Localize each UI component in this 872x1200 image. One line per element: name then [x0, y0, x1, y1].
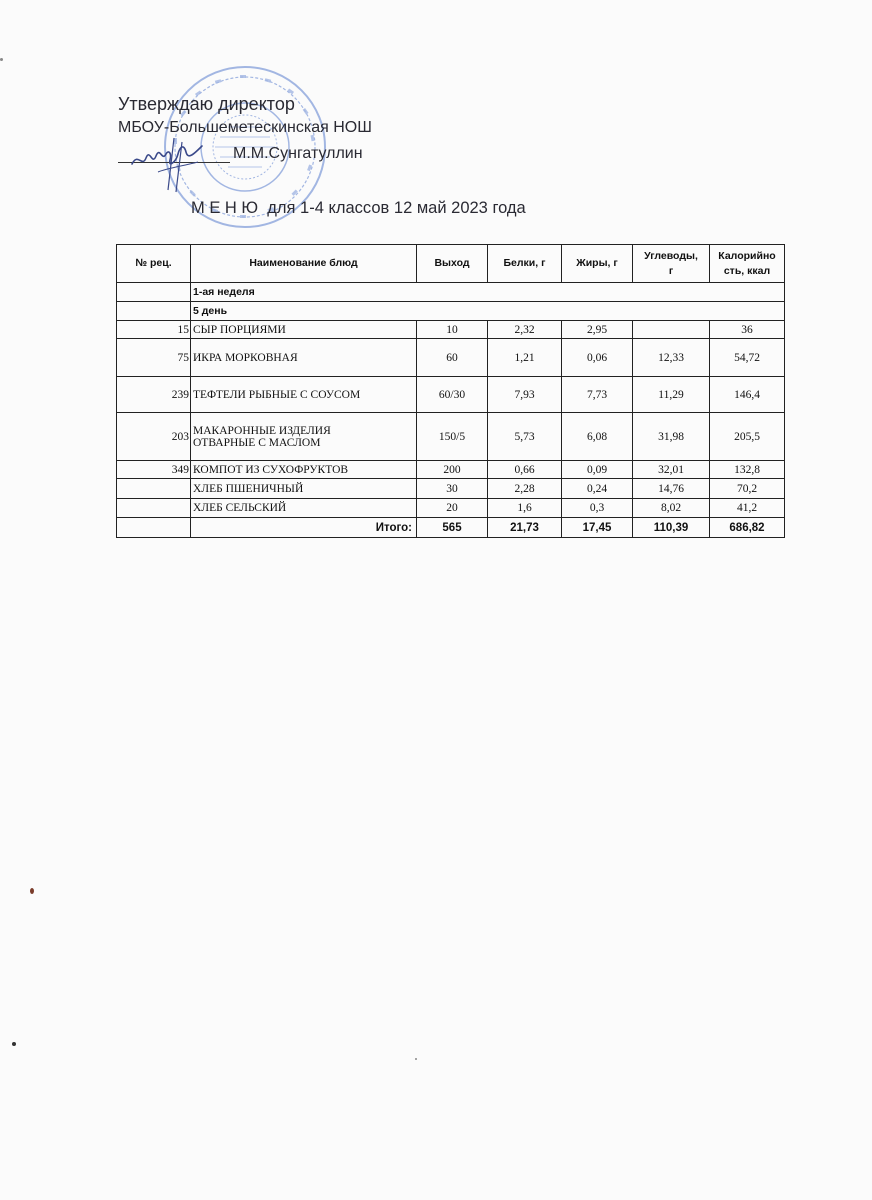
recipe-number: 239	[117, 377, 191, 413]
dish-name: ИКРА МОРКОВНАЯ	[191, 339, 417, 377]
col-header-kcal	[710, 245, 785, 283]
dish-name: КОМПОТ ИЗ СУХОФРУКТОВ	[191, 461, 417, 479]
kcal-value: 132,8	[710, 461, 785, 479]
total-output: 565	[417, 518, 488, 538]
fat-value: 0,09	[562, 461, 633, 479]
carbs-value: 31,98	[633, 413, 710, 461]
menu-title-word: М Е Н Ю	[191, 199, 259, 217]
kcal-value: 36	[710, 321, 785, 339]
fat-value: 0,06	[562, 339, 633, 377]
protein-value: 0,66	[488, 461, 562, 479]
recipe-number	[117, 499, 191, 518]
table-row	[117, 461, 785, 479]
dish-name: ХЛЕБ СЕЛЬСКИЙ	[191, 499, 417, 518]
day-label: 5 день	[191, 302, 785, 321]
fat-value: 0,3	[562, 499, 633, 518]
kcal-value: 146,4	[710, 377, 785, 413]
output-value: 150/5	[417, 413, 488, 461]
recipe-number: 203	[117, 413, 191, 461]
day-row	[117, 302, 785, 321]
table-row	[117, 479, 785, 499]
col-header-recipe: № рец.	[117, 245, 191, 283]
total-kcal: 686,82	[710, 518, 785, 538]
carbs-value: 14,76	[633, 479, 710, 499]
total-row	[117, 518, 785, 538]
carbs-value: 8,02	[633, 499, 710, 518]
output-value: 10	[417, 321, 488, 339]
col-header-kcal-line1: Калорийно	[718, 249, 776, 262]
signature-icon	[128, 132, 208, 194]
protein-value: 7,93	[488, 377, 562, 413]
protein-value: 1,6	[488, 499, 562, 518]
col-header-protein: Белки, г	[488, 245, 562, 283]
output-value: 200	[417, 461, 488, 479]
protein-value: 2,28	[488, 479, 562, 499]
dish-name: СЫР ПОРЦИЯМИ	[191, 321, 417, 339]
fat-value: 0,24	[562, 479, 633, 499]
col-header-carbs	[633, 245, 710, 283]
carbs-value: 12,33	[633, 339, 710, 377]
table-row	[117, 413, 785, 461]
output-value: 60	[417, 339, 488, 377]
col-header-dish: Наименование блюд	[191, 245, 417, 283]
kcal-value: 205,5	[710, 413, 785, 461]
week-row	[117, 283, 785, 302]
carbs-value: 11,29	[633, 377, 710, 413]
total-label: Итого:	[191, 518, 417, 538]
scan-speck	[30, 888, 34, 894]
kcal-value: 70,2	[710, 479, 785, 499]
total-carbs: 110,39	[633, 518, 710, 538]
col-header-carbs-line1: Углеводы,	[644, 249, 698, 262]
scan-speck	[0, 58, 3, 61]
fat-value: 7,73	[562, 377, 633, 413]
scan-speck	[415, 1058, 417, 1060]
table-header-row	[117, 245, 785, 283]
protein-value: 2,32	[488, 321, 562, 339]
menu-title	[191, 199, 526, 218]
fat-value: 2,95	[562, 321, 633, 339]
output-value: 30	[417, 479, 488, 499]
table-row	[117, 321, 785, 339]
dish-name: ХЛЕБ ПШЕНИЧНЫЙ	[191, 479, 417, 499]
col-header-carbs-line2: г	[668, 264, 674, 277]
school-name: МБОУ-Большеметескинская НОШ	[118, 119, 372, 136]
approval-title: Утверждаю директор	[118, 94, 295, 114]
dish-name	[191, 413, 417, 461]
kcal-value: 54,72	[710, 339, 785, 377]
recipe-number: 15	[117, 321, 191, 339]
kcal-value: 41,2	[710, 499, 785, 518]
dish-name: ТЕФТЕЛИ РЫБНЫЕ С СОУСОМ	[191, 377, 417, 413]
total-fat: 17,45	[562, 518, 633, 538]
recipe-number	[117, 479, 191, 499]
dish-name-line2: ОТВАРНЫЕ С МАСЛОМ	[193, 436, 321, 449]
table-row	[117, 499, 785, 518]
output-value: 20	[417, 499, 488, 518]
recipe-number: 75	[117, 339, 191, 377]
protein-value: 1,21	[488, 339, 562, 377]
carbs-value: 32,01	[633, 461, 710, 479]
scan-speck	[12, 1042, 16, 1046]
dish-name-line1: МАКАРОННЫЕ ИЗДЕЛИЯ	[193, 424, 331, 437]
total-protein: 21,73	[488, 518, 562, 538]
table-row	[117, 339, 785, 377]
week-label: 1-ая неделя	[191, 283, 785, 302]
fat-value: 6,08	[562, 413, 633, 461]
menu-table	[116, 244, 785, 538]
col-header-fat: Жиры, г	[562, 245, 633, 283]
carbs-value	[633, 321, 710, 339]
menu-title-rest: для 1-4 классов 12 май 2023 года	[267, 199, 526, 217]
protein-value: 5,73	[488, 413, 562, 461]
col-header-kcal-line2: сть, ккал	[723, 264, 771, 277]
col-header-output: Выход	[417, 245, 488, 283]
output-value: 60/30	[417, 377, 488, 413]
director-name: М.М.Сунгатуллин	[233, 145, 363, 162]
table-row	[117, 377, 785, 413]
recipe-number: 349	[117, 461, 191, 479]
